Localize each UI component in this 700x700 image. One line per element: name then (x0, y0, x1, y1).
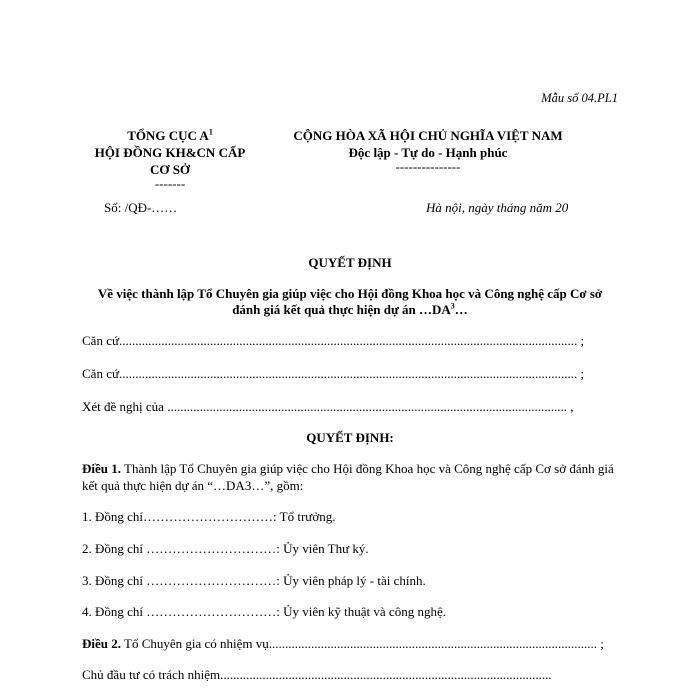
document-title: QUYẾT ĐỊNH (308, 255, 392, 270)
motto: Độc lập - Tự do - Hạnh phúc (348, 145, 508, 160)
subject-line2: đánh giá kết quả thực hiện dự án $\dots DA^3\dots$ (232, 301, 468, 317)
header-separator: ------- (154, 176, 186, 191)
place-and-date: Hà nội, ngày tháng năm 20 (426, 200, 569, 215)
member-line-3: 3. Đồng chí …………………………: Ủy viên pháp lý - tài chính. (82, 573, 426, 588)
council-name-line1: HỘI ĐỒNG KH&CN CẤP (94, 145, 246, 160)
member-line-4: 4. Đồng chí …………………………: Ủy viên kỹ thuật và công nghệ. (82, 604, 446, 619)
footnote-marker: 1 (208, 127, 213, 137)
member-line-1: 1. Đồng chí…………………………: Tổ trưởng. (82, 509, 336, 524)
article-1-text: Thành lập Tổ Chuyên gia giúp việc cho Hội đồng Khoa học và Công nghệ cấp Cơ sở đánh giá kết quả thực hiện dự án “…DA3…”, gồm: (82, 461, 614, 493)
subject-line1: Về việc thành lập Tổ Chuyên gia giúp việc cho Hội đồng Khoa học và Công nghệ cấp Cơ sở (97, 286, 603, 301)
dot-leader: ...................................................................................................... (220, 667, 552, 682)
dot-leader: ..................................................................................................... (268, 636, 598, 651)
basis-line-2: Căn cứ............................................................................................................................................. ; (82, 366, 585, 381)
country-name: CỘNG HÒA XÃ HỘI CHỦ NGHĨA VIỆT NAM (293, 128, 563, 143)
dot-leader: ............................................................................................................................................. (119, 333, 578, 348)
basis-line-1: Căn cứ............................................................................................................................................. ; (82, 333, 585, 348)
investor-responsibility-line: Chủ đầu tư có trách nhiệm...................................................................................................... (82, 667, 552, 682)
national-header (272, 127, 584, 173)
article-2-label: Điều 2. (82, 636, 121, 651)
article-2: Điều 2. Tổ Chuyên gia có nhiệm vụ..................................................................................................... ; (82, 636, 604, 651)
motto-separator: --------------- (395, 159, 461, 174)
dot-leader: ........................................................................................................................... (167, 399, 567, 414)
member-line-2: 2. Đồng chí …………………………: Ủy viên Thư ký. (82, 541, 369, 556)
form-code: Mẫu số 04.PL1 (541, 91, 618, 105)
article-1 (82, 460, 622, 494)
agency-name: TỔNG CỤC $A^1$ (127, 127, 213, 143)
footnote-marker: 3 (450, 301, 455, 311)
article-1-label: Điều 1. (82, 461, 121, 476)
document-number: Số: /QĐ-…… (104, 200, 178, 215)
proposal-line: Xét đề nghị của ........................................................................................................................... , (82, 399, 574, 414)
document-subject (60, 286, 640, 318)
dot-leader: ............................................................................................................................................. (119, 366, 578, 381)
issuing-agency-header (60, 127, 280, 190)
decision-heading: QUYẾT ĐỊNH: (306, 430, 394, 445)
council-name-line2: CƠ SỞ (149, 162, 191, 177)
